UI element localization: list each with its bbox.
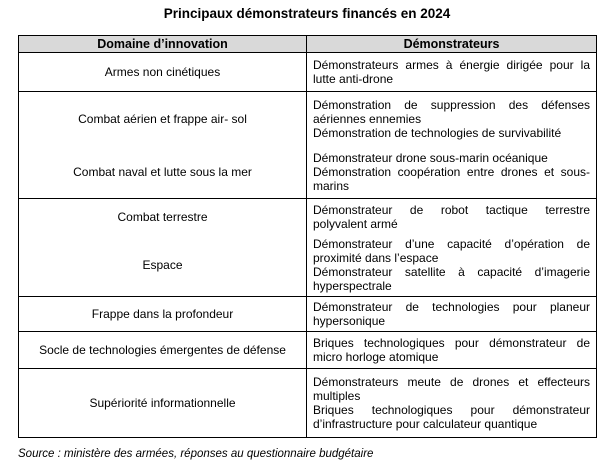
domain-cell: Combat terrestre [19, 199, 307, 235]
domain-cell: Supériorité informationnelle [19, 369, 307, 438]
demo-cell [307, 53, 597, 92]
domain-cell: Socle de technologies émergentes de défense [19, 332, 307, 369]
demo-item: Briques technologiques pour démonstrateur d’infrastructure pour calculateur quantique [313, 403, 590, 431]
header-domain: Domaine d’innovation [19, 36, 307, 53]
demo-cell [307, 92, 597, 147]
demo-item: Démonstration de technologies de survivabilité [313, 126, 562, 141]
demo-item: Démonstration coopération entre drones et sous-marins [313, 165, 590, 194]
demo-cell [307, 147, 597, 199]
demo-cell [307, 369, 597, 438]
table-row [19, 235, 597, 297]
header-demonstrators: Démonstrateurs [307, 36, 597, 53]
table-row [19, 369, 597, 438]
demo-item: Démonstrateur drone sous-marin océanique [313, 151, 548, 166]
source-note: Source : ministère des armées, réponses au questionnaire budgétaire [18, 448, 374, 460]
domain-cell: Frappe dans la profondeur [19, 297, 307, 332]
table-row [19, 147, 597, 199]
table-row [19, 297, 597, 332]
demo-item: Démonstrateur de technologies pour planeur hypersonique [313, 300, 590, 328]
demo-cell [307, 332, 597, 369]
domain-cell: Espace [19, 235, 307, 297]
table-row [19, 199, 597, 235]
table-row [19, 332, 597, 369]
table-title: Principaux démonstrateurs financés en 2024 [163, 6, 451, 21]
demo-cell [307, 199, 597, 235]
demo-item: Démonstrateurs armes à énergie dirigée pour la lutte anti-drone [313, 58, 590, 86]
demo-item: Démonstrateurs meute de drones et effecteurs multiples [313, 375, 590, 403]
table-row [19, 53, 597, 92]
domain-cell: Armes non cinétiques [19, 53, 307, 92]
demo-cell [307, 235, 597, 297]
demo-item: Démonstrateur de robot tactique terrestre polyvalent armé [313, 202, 590, 231]
demo-cell [307, 297, 597, 332]
demo-item: Démonstrateur satellite à capacité d’imagerie hyperspectrale [313, 265, 590, 294]
demonstrators-table [18, 35, 597, 438]
table-row [19, 92, 597, 147]
demo-item: Briques technologiques pour démonstrateur de micro horloge atomique [313, 336, 590, 364]
domain-cell: Combat aérien et frappe air- sol [19, 92, 307, 147]
header-row [19, 36, 597, 53]
domain-cell: Combat naval et lutte sous la mer [19, 147, 307, 199]
demo-item: Démonstrateur d’une capacité d’opération de proximité dans l’espace [313, 237, 590, 266]
demo-item: Démonstration de suppression des défenses aériennes ennemies [313, 98, 590, 127]
